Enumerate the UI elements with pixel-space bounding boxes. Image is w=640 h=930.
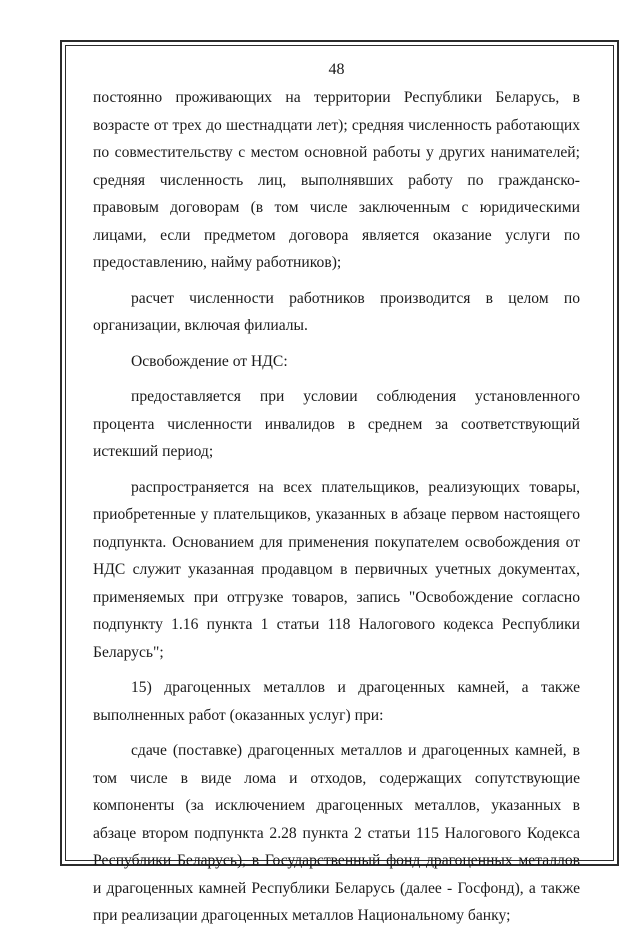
paragraph-calculation: расчет численности работников производится в целом по организации, включая филиалы. bbox=[93, 289, 580, 334]
paragraph-vat-exemption-heading: Освобождение от НДС: bbox=[131, 352, 288, 370]
paragraph-precious-metals: сдаче (поставке) драгоценных металлов и драгоценных камней, в том числе в виде лома и отходов, содержащих сопутствующие компоненты (за исключением драгоценных металлов, указанных в абзаце втором подпункта 2.28 пункта 2 статьи 115 Налогового Кодекса Республики Беларусь), в Государственный фонд драгоценных металлов и драгоценных камней Республики Беларусь (далее - Госфонд), а также при реализации драгоценных металлов Национальному банку; bbox=[93, 742, 580, 924]
page-number: 48 bbox=[328, 61, 345, 78]
paragraph-exemption-scope: распространяется на всех плательщиков, реализующих товары, приобретенные у плательщиков, указанных в абзаце первом настоящего подпункта. Основанием для применения покупателем освобождения от НДС служит указанная продавцом в первичных учетных документах, применяемых при отгрузке товаров, запись "Освобождение согласно подпункту 1.16 пункта 1 статьи 118 Налогового кодекса Республики Беларусь"; bbox=[93, 478, 580, 661]
paragraph-item-15: 15) драгоценных металлов и драгоценных камней, а также выполненных работ (оказанных услуг) при: bbox=[93, 679, 580, 724]
document-body bbox=[93, 60, 580, 930]
paragraph-exemption-condition: предоставляется при условии соблюдения установленного процента численности инвалидов в среднем за соответствующий истекший период; bbox=[93, 388, 580, 460]
paragraph-continuation: постоянно проживающих на территории Республики Беларусь, в возрасте от трех до шестнадцати лет); средняя численность работающих по совместительству с местом основной работы у других нанимателей; средняя численность лиц, выполнявших работу по гражданско-правовым договорам (в том числе заключенным с юридическими лицами, если предметом договора является оказание услуги по предоставлению, найму работников); bbox=[93, 89, 580, 271]
